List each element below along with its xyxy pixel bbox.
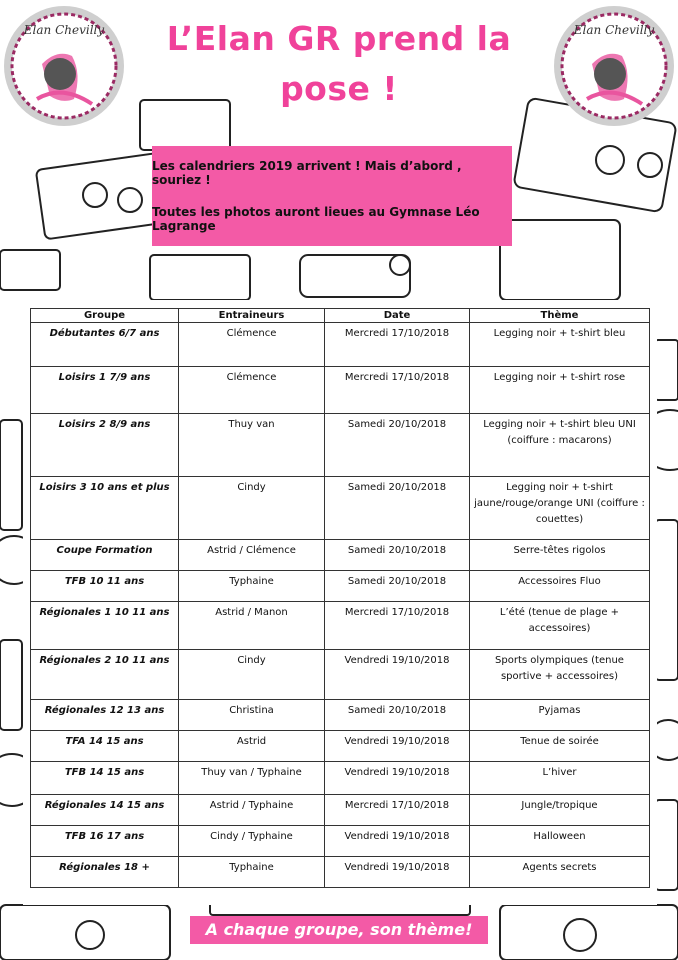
theme-cell: Tenue de soirée <box>470 731 650 762</box>
header-theme: Thème <box>470 309 650 323</box>
date-cell: Mercredi 17/10/2018 <box>325 367 470 414</box>
entraineurs-cell: Cindy <box>179 477 325 540</box>
table-row <box>31 602 650 650</box>
table-row <box>31 323 650 367</box>
title-line-1: L’Elan GR prend la <box>166 19 512 58</box>
groupe-cell: TFB 10 11 ans <box>31 571 179 602</box>
svg-text:Elan Chevilly: Elan Chevilly <box>23 23 105 37</box>
page-title <box>150 14 528 114</box>
groupe-cell: Régionales 12 13 ans <box>31 700 179 731</box>
entraineurs-cell: Clémence <box>179 367 325 414</box>
table-row <box>31 795 650 826</box>
svg-text:Elan Chevilly: Elan Chevilly <box>573 23 655 37</box>
date-cell: Mercredi 17/10/2018 <box>325 323 470 367</box>
groupe-cell: Régionales 18 + <box>31 857 179 888</box>
footer-text: A chaque groupe, son thème! <box>205 920 473 939</box>
elan-chevilly-logo-left <box>2 4 126 128</box>
banner-line-2: Toutes les photos auront lieues au Gymnase Léo Lagrange <box>152 205 480 233</box>
groupe-cell: Loisirs 2 8/9 ans <box>31 414 179 477</box>
entraineurs-cell: Clémence <box>179 323 325 367</box>
theme-cell: Halloween <box>470 826 650 857</box>
entraineurs-cell: Typhaine <box>179 571 325 602</box>
header-date: Date <box>325 309 470 323</box>
table-row <box>31 762 650 795</box>
entraineurs-cell: Thuy van / Typhaine <box>179 762 325 795</box>
date-cell: Samedi 20/10/2018 <box>325 414 470 477</box>
table-row <box>31 700 650 731</box>
entraineurs-cell: Astrid / Typhaine <box>179 795 325 826</box>
theme-cell: Sports olympiques (tenue sportive + accessoires) <box>470 650 650 700</box>
banner-line-1: Les calendriers 2019 arrivent ! Mais d’abord , souriez ! <box>152 159 462 187</box>
date-cell: Samedi 20/10/2018 <box>325 700 470 731</box>
table-row <box>31 826 650 857</box>
elan-chevilly-logo-right <box>552 4 676 128</box>
theme-cell: Accessoires Fluo <box>470 571 650 602</box>
groupe-cell: TFB 16 17 ans <box>31 826 179 857</box>
date-cell: Vendredi 19/10/2018 <box>325 857 470 888</box>
date-cell: Samedi 20/10/2018 <box>325 477 470 540</box>
table-row <box>31 414 650 477</box>
schedule-table <box>30 308 650 888</box>
theme-cell: Legging noir + t-shirt rose <box>470 367 650 414</box>
groupe-cell: Régionales 14 15 ans <box>31 795 179 826</box>
groupe-cell: Loisirs 1 7/9 ans <box>31 367 179 414</box>
table-header-row <box>31 309 650 323</box>
table-row <box>31 571 650 602</box>
title-line-2: pose ! <box>280 69 398 108</box>
date-cell: Mercredi 17/10/2018 <box>325 795 470 826</box>
groupe-cell: Régionales 2 10 11 ans <box>31 650 179 700</box>
theme-cell: Legging noir + t-shirt bleu UNI (coiffure : macarons) <box>470 414 650 477</box>
theme-cell: Legging noir + t-shirt jaune/rouge/orange UNI (coiffure : couettes) <box>470 477 650 540</box>
theme-cell: Agents secrets <box>470 857 650 888</box>
table-row <box>31 367 650 414</box>
theme-cell: Pyjamas <box>470 700 650 731</box>
entraineurs-cell: Cindy <box>179 650 325 700</box>
entraineurs-cell: Astrid / Clémence <box>179 540 325 571</box>
groupe-cell: Débutantes 6/7 ans <box>31 323 179 367</box>
theme-cell: L’hiver <box>470 762 650 795</box>
date-cell: Samedi 20/10/2018 <box>325 540 470 571</box>
groupe-cell: Loisirs 3 10 ans et plus <box>31 477 179 540</box>
theme-cell: Serre-têtes rigolos <box>470 540 650 571</box>
date-cell: Mercredi 17/10/2018 <box>325 602 470 650</box>
theme-cell: Jungle/tropique <box>470 795 650 826</box>
entraineurs-cell: Astrid / Manon <box>179 602 325 650</box>
date-cell: Vendredi 19/10/2018 <box>325 731 470 762</box>
groupe-cell: Régionales 1 10 11 ans <box>31 602 179 650</box>
schedule-panel <box>23 300 657 905</box>
table-row <box>31 477 650 540</box>
entraineurs-cell: Typhaine <box>179 857 325 888</box>
date-cell: Vendredi 19/10/2018 <box>325 650 470 700</box>
entraineurs-cell: Cindy / Typhaine <box>179 826 325 857</box>
groupe-cell: TFA 14 15 ans <box>31 731 179 762</box>
table-row <box>31 650 650 700</box>
date-cell: Vendredi 19/10/2018 <box>325 762 470 795</box>
header-entraineurs: Entraineurs <box>179 309 325 323</box>
entraineurs-cell: Astrid <box>179 731 325 762</box>
table-row <box>31 731 650 762</box>
entraineurs-cell: Thuy van <box>179 414 325 477</box>
entraineurs-cell: Christina <box>179 700 325 731</box>
footer-banner <box>190 916 488 944</box>
groupe-cell: TFB 14 15 ans <box>31 762 179 795</box>
groupe-cell: Coupe Formation <box>31 540 179 571</box>
table-row <box>31 540 650 571</box>
theme-cell: L’été (tenue de plage + accessoires) <box>470 602 650 650</box>
date-cell: Vendredi 19/10/2018 <box>325 826 470 857</box>
theme-cell: Legging noir + t-shirt bleu <box>470 323 650 367</box>
info-banner <box>152 146 512 246</box>
table-row <box>31 857 650 888</box>
header-groupe: Groupe <box>31 309 179 323</box>
date-cell: Samedi 20/10/2018 <box>325 571 470 602</box>
